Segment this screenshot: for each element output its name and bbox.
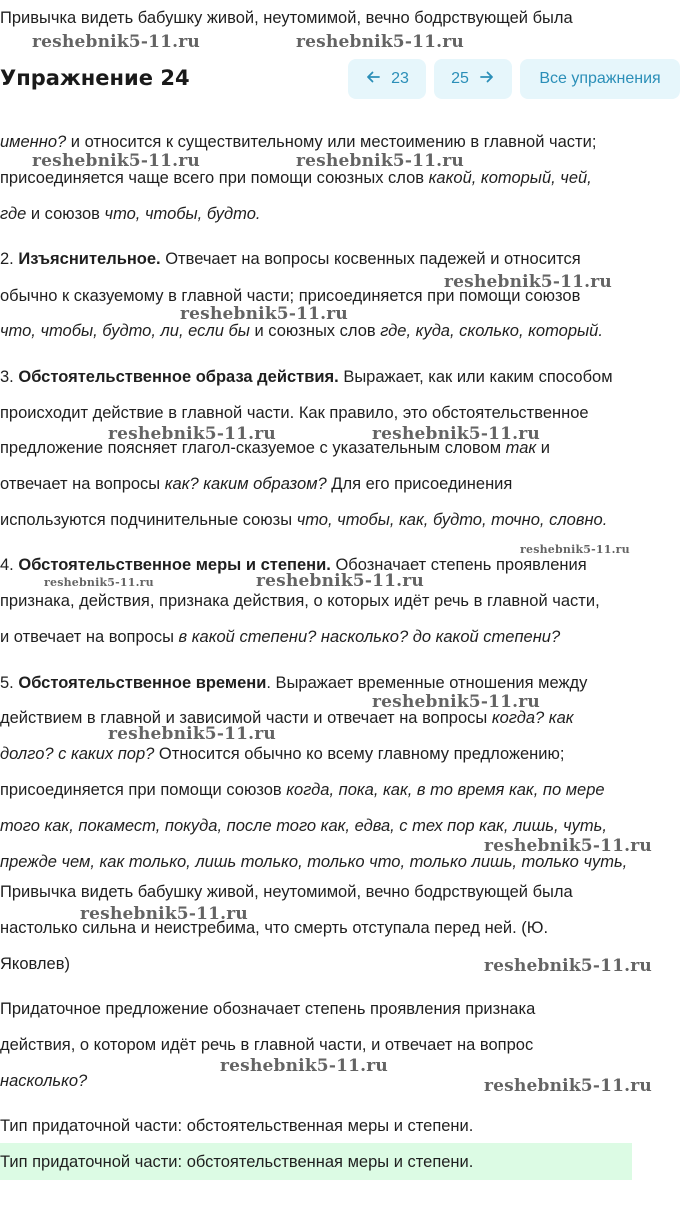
watermark: reshebnik5-11.ru	[444, 272, 612, 292]
s1-line-1: именно? и относится к существительному или местоимению в главной части;	[0, 133, 597, 151]
s2-line-1: 2. Изъяснительное. Отвечает на вопросы косвенных падежей и относится	[0, 250, 581, 268]
watermark: reshebnik5-11.ru	[80, 904, 248, 924]
watermark: reshebnik5-11.ru	[220, 1056, 388, 1076]
s2-line-2: обычно к сказуемому в главной части; присоединяется при помощи союзов	[0, 287, 581, 305]
s3-line-3: предложение поясняет глагол-сказуемое с указательным словом так и	[0, 439, 550, 457]
watermark: reshebnik5-11.ru	[372, 424, 540, 444]
s4-line-3: и отвечает на вопросы в какой степени? насколько? до какой степени?	[0, 628, 561, 646]
s5-line-4: присоединяется при помощи союзов когда, пока, как, в то время как, по мере	[0, 781, 605, 799]
watermark: reshebnik5-11.ru	[44, 576, 154, 589]
s3-line-2: происходит действие в главной части. Как правило, это обстоятельственное	[0, 404, 589, 422]
example-line-3: Яковлев)	[0, 955, 70, 973]
watermark: reshebnik5-11.ru	[180, 304, 348, 324]
watermark: reshebnik5-11.ru	[372, 692, 540, 712]
s4-line-2: признака, действия, признака действия, о которых идёт речь в главной части,	[0, 592, 600, 610]
answer-text: Тип придаточной части: обстоятельственная меры и степени.	[0, 1117, 474, 1135]
s5-line-6: прежде чем, как только, лишь только, только что, только лишь, только чуть,	[0, 853, 628, 871]
explanation-line-1: Придаточное предложение обозначает степень проявления признака	[0, 1000, 536, 1018]
watermark: reshebnik5-11.ru	[484, 1076, 652, 1096]
example-line-2: настолько сильна и неистребима, что смерть отступала перед ней. (Ю.	[0, 919, 549, 937]
top-text-line: Привычка видеть бабушку живой, неутомимой, вечно бодрствующей была	[0, 9, 573, 27]
s5-line-3: долго? с каких пор? Относится обычно ко всему главному предложению;	[0, 745, 565, 763]
explanation-line-2: действия, о котором идёт речь в главной части, и отвечает на вопрос	[0, 1036, 534, 1054]
s3-line-5: используются подчинительные союзы что, чтобы, как, будто, точно, словно.	[0, 511, 608, 529]
watermark: reshebnik5-11.ru	[296, 151, 464, 171]
next-exercise-button[interactable]	[434, 59, 512, 99]
s1-line-2: присоединяется чаще всего при помощи союзных слов какой, который, чей,	[0, 169, 592, 187]
watermark: reshebnik5-11.ru	[484, 836, 652, 856]
explanation-line-3: насколько?	[0, 1072, 88, 1090]
s4-line-1: 4. Обстоятельственное меры и степени. Обозначает степень проявления	[0, 556, 587, 574]
watermark: reshebnik5-11.ru	[296, 32, 464, 52]
watermark: reshebnik5-11.ru	[32, 32, 200, 52]
arrow-left-icon	[365, 69, 381, 90]
all-exercises-button[interactable]: Все упражнения	[520, 59, 680, 99]
watermark: reshebnik5-11.ru	[520, 543, 630, 556]
s5-line-2: действием в главной и зависимой части и отвечает на вопросы когда? как	[0, 709, 574, 727]
s3-line-4: отвечает на вопросы как? каким образом? Для его присоединения	[0, 475, 513, 493]
answer-highlighted-text: Тип придаточной части: обстоятельственная меры и степени.	[0, 1153, 474, 1171]
prev-exercise-button[interactable]	[348, 59, 426, 99]
arrow-right-icon	[479, 69, 495, 90]
s5-line-5: того как, покамест, покуда, после того как, едва, с тех пор как, лишь, чуть,	[0, 817, 607, 835]
page-title: Упражнение 24	[0, 66, 190, 90]
prev-exercise-label: 23	[391, 70, 409, 87]
watermark: reshebnik5-11.ru	[108, 424, 276, 444]
s2-line-3: что, чтобы, будто, ли, если бы и союзных слов где, куда, сколько, который.	[0, 322, 603, 340]
next-exercise-label: 25	[451, 70, 469, 87]
watermark: reshebnik5-11.ru	[32, 151, 200, 171]
watermark: reshebnik5-11.ru	[484, 956, 652, 976]
s3-line-1: 3. Обстоятельственное образа действия. Выражает, как или каким способом	[0, 368, 613, 386]
s5-line-1: 5. Обстоятельственное времени. Выражает временные отношения между	[0, 674, 588, 692]
watermark: reshebnik5-11.ru	[256, 571, 424, 591]
exercise-header	[0, 52, 680, 108]
watermark: reshebnik5-11.ru	[108, 724, 276, 744]
s1-line-3: где и союзов что, чтобы, будто.	[0, 205, 261, 223]
example-line-1: Привычка видеть бабушку живой, неутомимой, вечно бодрствующей была	[0, 883, 573, 901]
